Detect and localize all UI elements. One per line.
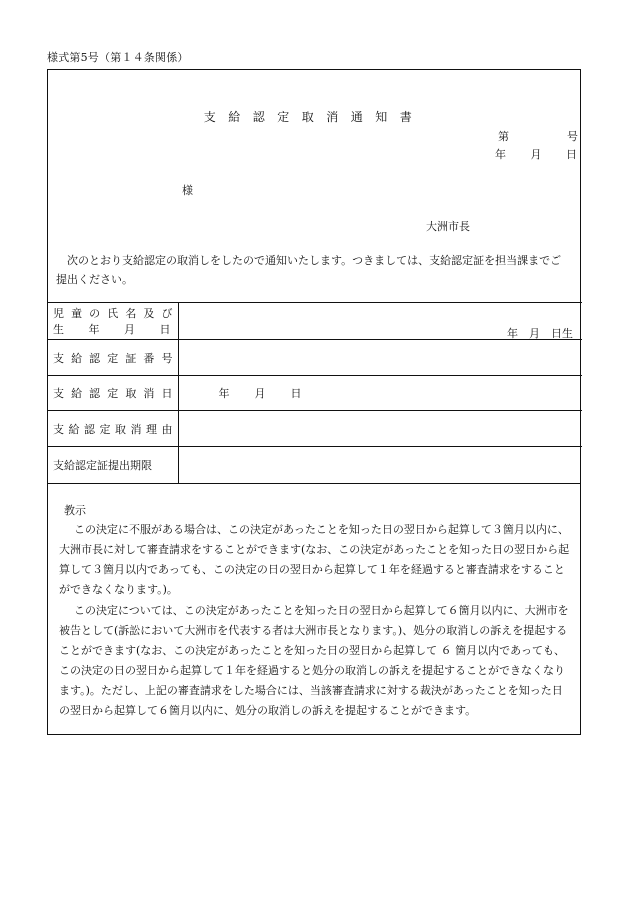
birth-label-char: 年	[88, 323, 100, 336]
table-row	[47, 340, 582, 376]
cert-number-label-char: 号	[161, 351, 173, 365]
child-name-label-char: 名	[125, 307, 137, 320]
child-name-label-char: 及	[143, 307, 155, 320]
cancel-date-value-char: 月	[254, 387, 266, 400]
cancel-date-value-char: 年	[218, 387, 230, 400]
document-title: 支給認定取消通知書	[203, 110, 425, 124]
issue-date	[495, 146, 577, 162]
cancel-reason-label	[47, 411, 178, 447]
cert-number-field[interactable]	[178, 340, 582, 376]
issuer: 大洲市長	[426, 220, 470, 233]
number-label: 第	[498, 130, 509, 143]
cancel-date-label-char: 定	[107, 387, 119, 400]
notice-text: 次のとおり支給認定の取消しをしたので通知いたします。つきましては、支給認定証を担当課までご提出ください。	[56, 254, 562, 286]
cert-number-label-char: 証	[125, 351, 137, 365]
submit-deadline-label: 支給認定証提出期限	[47, 447, 178, 483]
cancel-reason-label-char: 認	[84, 422, 95, 436]
cert-number-label-char: 定	[107, 351, 119, 365]
cancel-reason-label-char: 理	[146, 422, 157, 436]
cancel-date-label-char: 日	[161, 387, 173, 400]
table-row	[47, 447, 582, 483]
instructions-section	[48, 483, 580, 717]
table-row	[47, 411, 582, 447]
cancel-date-label-char: 取	[125, 387, 137, 400]
cert-number-label-char: 番	[143, 351, 155, 365]
cancel-reason-label-char: 給	[68, 422, 80, 436]
birth-label-char: 月	[124, 323, 135, 336]
child-name-label-char: び	[161, 307, 173, 320]
cancel-reason-label-char: 支	[53, 422, 64, 436]
instructions-paragraph-2: この決定については、この決定があったことを知った日の翌日から起算して６箇月以内に、大洲市を被告として(訴訟において大洲市を代表する者は大洲市長となります。)、処分の取消しの訴えを提起することができます(なお、この決定があったことを知った日の翌日から起算して ６ 箇月以内であっても、この決定の日の翌日から起算して１年を経過すると処分の取消しの訴えを提起することができなくなります。)。ただし、上記の審査請求をした場合には、当該審査請求に対する裁決があったことを知った日の翌日から起算して６箇月以内に、処分の取消しの訴えを提起することができます。	[59, 604, 569, 717]
birth-date-suffix: 年 月 日生	[507, 327, 573, 340]
cancel-date-value-char: 日	[290, 387, 302, 400]
cancel-date-label-char: 消	[143, 387, 155, 400]
cancel-date-label-char: 認	[89, 387, 101, 400]
cancel-date-label	[47, 376, 178, 411]
cancel-date-label-char: 支	[53, 387, 64, 400]
form-label: 様式第5号（第１４条関係）	[47, 51, 189, 64]
cancel-reason-field[interactable]	[178, 411, 582, 447]
notice-form	[47, 69, 581, 735]
cancel-reason-label-char: 消	[130, 422, 142, 436]
cancel-reason-label-char: 定	[99, 422, 111, 436]
table-row	[47, 376, 582, 411]
cert-number-label-char: 認	[89, 351, 101, 365]
addressee-suffix: 様	[182, 184, 193, 197]
issue-date-month: 月	[530, 148, 542, 161]
cancel-date-field[interactable]	[178, 376, 582, 411]
number-unit: 号	[567, 130, 578, 143]
child-name-birth-label	[47, 303, 178, 340]
birth-label-char: 日	[159, 323, 171, 336]
cancel-date-label-char: 給	[71, 387, 83, 400]
child-name-label-char: 児	[53, 307, 64, 320]
cert-number-label-char: 給	[71, 351, 83, 365]
instructions-paragraph-1: この決定に不服がある場合は、この決定があったことを知った日の翌日から起算して３箇月以内に、大洲市長に対して審査請求をすることができます(なお、この決定があったことを知った日の翌日から起算して３箇月以内であっても、この決定の日の翌日から起算して１年を経過すると審査請求をすることができなくなります。)。	[59, 523, 570, 596]
issue-date-day: 日	[566, 148, 577, 161]
table-row	[47, 303, 582, 340]
cancel-reason-label-char: 取	[115, 422, 126, 436]
info-table	[47, 302, 582, 483]
instructions-heading: 教示	[64, 504, 86, 517]
submit-deadline-field[interactable]	[178, 447, 582, 483]
child-name-label-char: 童	[71, 307, 83, 320]
child-name-label-char: 氏	[107, 307, 119, 320]
issue-date-year: 年	[495, 148, 506, 161]
cert-number-label-char: 支	[53, 351, 64, 365]
cancel-reason-label-char: 由	[161, 422, 173, 436]
cert-number-label	[47, 340, 178, 376]
birth-label-char: 生	[53, 323, 64, 336]
child-name-birth-field[interactable]	[178, 303, 582, 340]
child-name-label-char: の	[89, 307, 101, 320]
